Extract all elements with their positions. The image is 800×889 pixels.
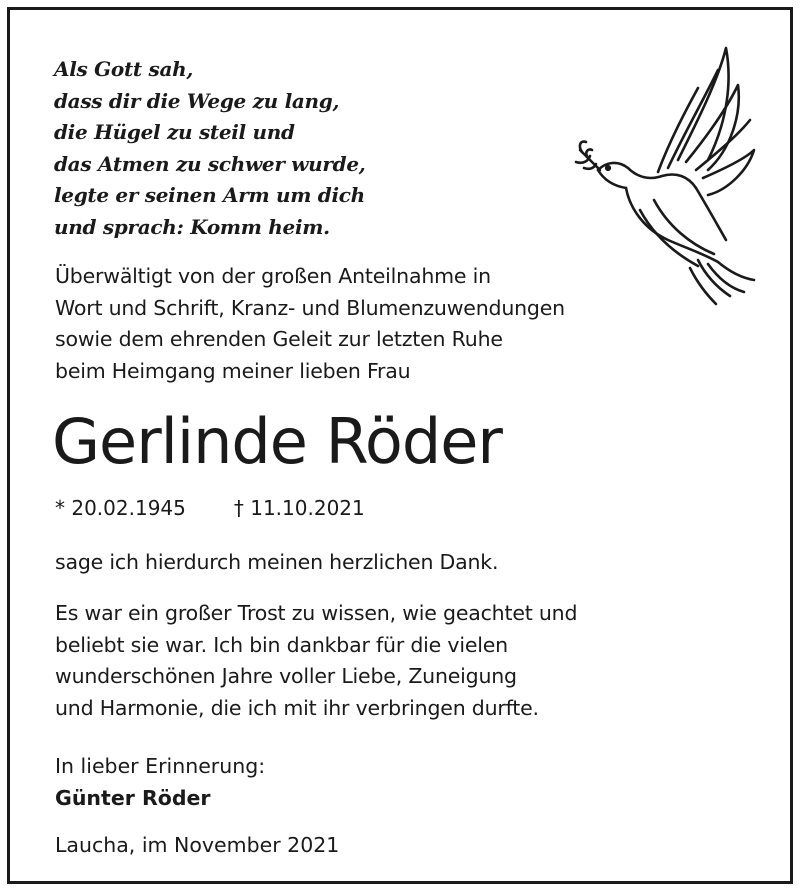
poem-line: dass dir die Wege zu lang,: [54, 88, 340, 113]
intro-line: Überwältigt von der großen Anteilnahme in: [55, 264, 491, 288]
death-date: † 11.10.2021: [233, 496, 365, 520]
thanks-text: [55, 547, 498, 579]
poem-line: legte er seinen Arm um dich: [54, 183, 365, 207]
deceased-name: Gerlinde Röder: [52, 405, 502, 478]
intro-text: [55, 261, 565, 387]
memory-label: In lieber Erinnerung:: [55, 754, 266, 778]
consolation-line: beliebt sie war. Ich bin dankbar für die vielen: [55, 632, 508, 657]
poem: [54, 54, 365, 243]
consolation-line: und Harmonie, die ich mit ihr verbringen durfte.: [55, 695, 539, 720]
consolation-text: [55, 598, 577, 724]
poem-line: die Hügel zu steil und: [54, 120, 295, 144]
birth-date: * 20.02.1945: [55, 496, 186, 520]
consolation-line: Es war ein großer Trost zu wissen, wie geachtet und: [55, 601, 578, 625]
consolation-line: wunderschönen Jahre voller Liebe, Zuneigung: [55, 664, 517, 688]
life-dates: [55, 493, 365, 523]
memory-block: [55, 751, 265, 814]
intro-line: Wort und Schrift, Kranz- und Blumenzuwendungen: [55, 295, 565, 320]
poem-line: das Atmen zu schwer wurde,: [54, 151, 366, 176]
intro-line: beim Heimgang meiner lieben Frau: [55, 358, 411, 383]
dove-with-olive-branch-icon: [558, 40, 758, 310]
poem-line: Als Gott sah,: [54, 57, 194, 81]
poem-line: und sprach: Komm heim.: [54, 214, 330, 239]
place-date: Laucha, im November 2021: [55, 833, 340, 857]
signer-name: Günter Röder: [55, 785, 211, 810]
obituary-frame: [7, 7, 793, 884]
intro-line: sowie dem ehrenden Geleit zur letzten Ruhe: [55, 327, 503, 351]
thanks-line: sage ich hierdurch meinen herzlichen Dank.: [55, 550, 499, 574]
